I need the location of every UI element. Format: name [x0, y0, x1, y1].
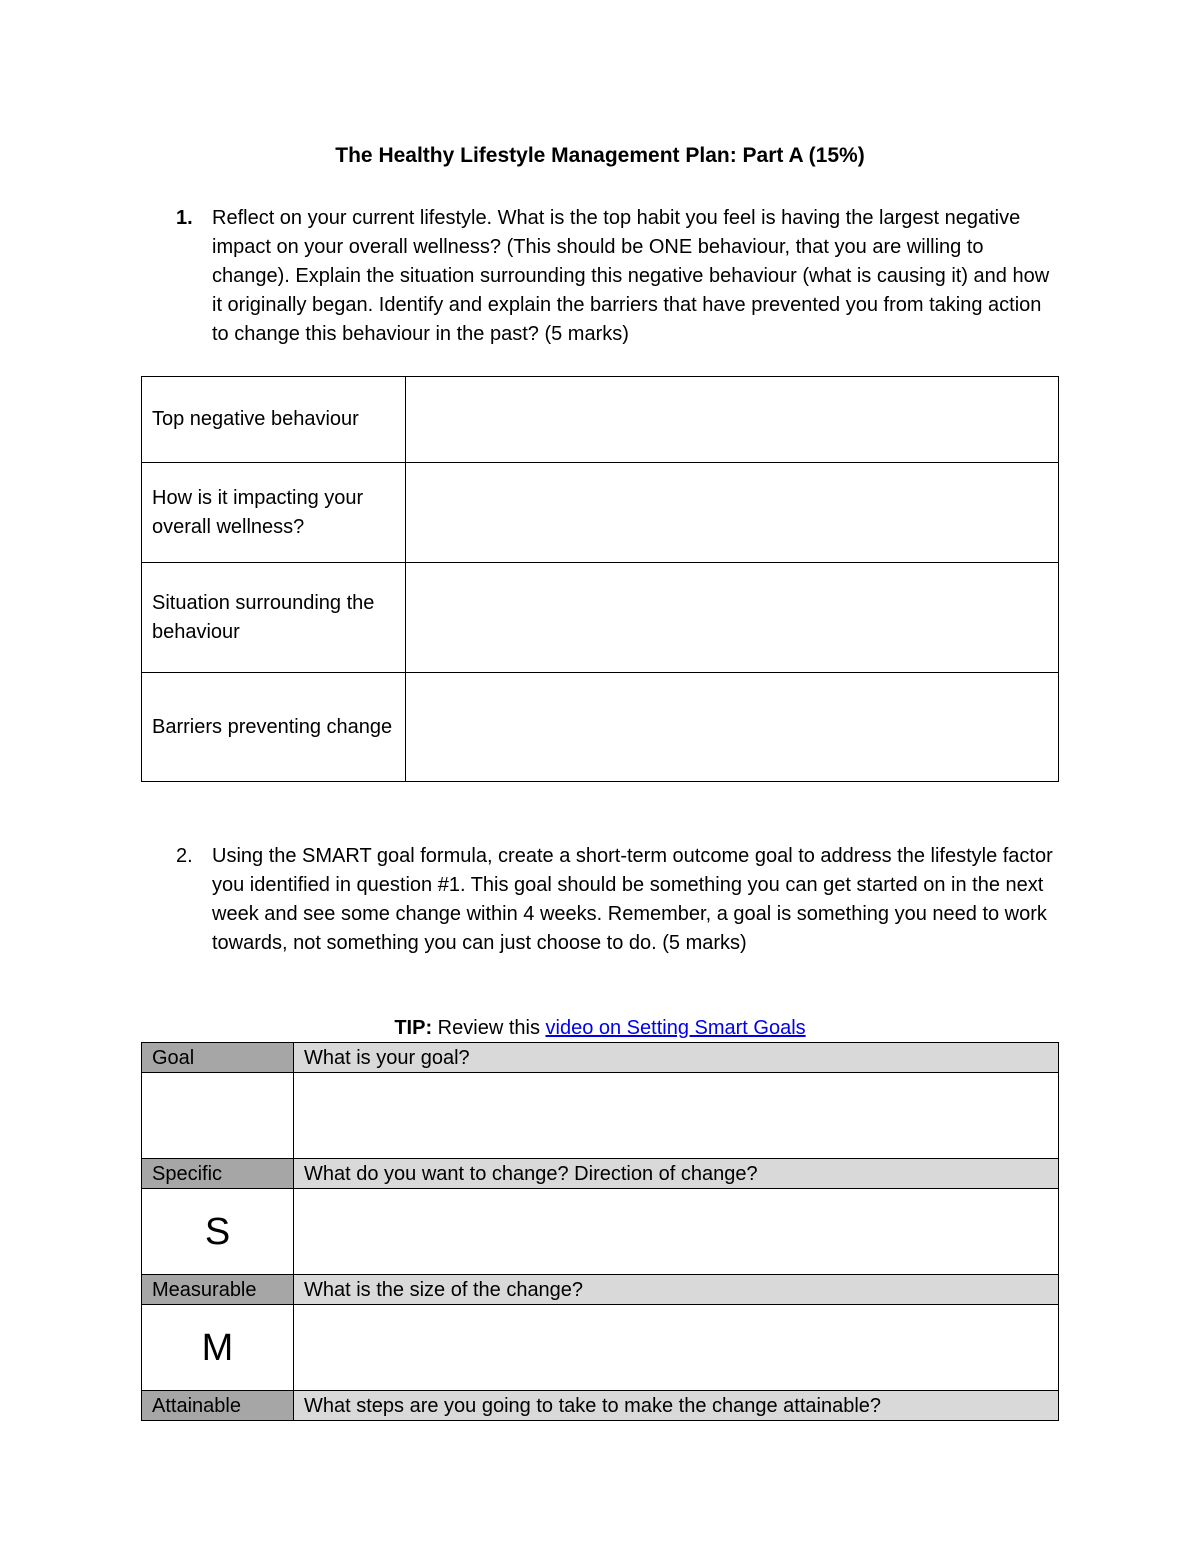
table-row	[142, 377, 1059, 463]
smart-answer-row	[142, 1305, 1059, 1391]
smart-letter: M	[142, 1305, 294, 1391]
answer-cell[interactable]	[406, 563, 1059, 673]
answer-cell[interactable]	[294, 1305, 1059, 1391]
smart-key: Goal	[142, 1043, 294, 1073]
video-link[interactable]: video on Setting Smart Goals	[545, 1017, 806, 1039]
smart-answer-row	[142, 1189, 1059, 1275]
question-number: 1.	[176, 207, 193, 229]
question-number: 2.	[176, 845, 193, 867]
row-label: How is it impacting your overall wellness?	[142, 463, 406, 563]
row-label: Situation surrounding the behaviour	[142, 563, 406, 673]
answer-cell[interactable]	[406, 463, 1059, 563]
smart-letter: S	[142, 1189, 294, 1275]
table-row	[142, 463, 1059, 563]
question-text: Using the SMART goal formula, create a short-term outcome goal to address the lifestyle factor you identified in question #1. This goal should be something you can get started on in the next week and see some change within 4 weeks. Remember, a goal is something you need to work towards, not something you can just choose to do. (5 marks)	[212, 845, 1053, 954]
table-row	[142, 673, 1059, 782]
smart-header-row	[142, 1391, 1059, 1421]
page-title: The Healthy Lifestyle Management Plan: Part A (15%)	[335, 144, 865, 167]
reflection-table	[141, 376, 1059, 782]
table-row	[142, 563, 1059, 673]
tip-line	[0, 1014, 1200, 1042]
smart-letter	[142, 1073, 294, 1159]
tip-text: Review this	[432, 1017, 546, 1039]
smart-goal-table	[141, 1042, 1059, 1421]
smart-prompt: What is the size of the change?	[294, 1275, 1059, 1305]
question-2	[176, 842, 1056, 958]
smart-header-row	[142, 1275, 1059, 1305]
smart-answer-row	[142, 1073, 1059, 1159]
smart-prompt: What steps are you going to take to make the change attainable?	[294, 1391, 1059, 1421]
smart-key: Measurable	[142, 1275, 294, 1305]
smart-prompt: What is your goal?	[294, 1043, 1059, 1073]
tip-label: TIP:	[394, 1017, 433, 1039]
answer-cell[interactable]	[406, 377, 1059, 463]
question-text: Reflect on your current lifestyle. What is the top habit you feel is having the largest negative impact on your overall wellness? (This should be ONE behaviour, that you are willing to change). Explain the situation surrounding this negative behaviour (what is causing it) and how it originally began. Identify and explain the barriers that have prevented you from taking action to change this behaviour in the past? (5 marks)	[212, 207, 1050, 345]
smart-key: Attainable	[142, 1391, 294, 1421]
answer-cell[interactable]	[294, 1189, 1059, 1275]
smart-header-row	[142, 1043, 1059, 1073]
smart-prompt: What do you want to change? Direction of change?	[294, 1159, 1059, 1189]
answer-cell[interactable]	[406, 673, 1059, 782]
smart-key: Specific	[142, 1159, 294, 1189]
row-label: Top negative behaviour	[142, 377, 406, 463]
answer-cell[interactable]	[294, 1073, 1059, 1159]
row-label: Barriers preventing change	[142, 673, 406, 782]
smart-header-row	[142, 1159, 1059, 1189]
question-1	[176, 204, 1056, 349]
